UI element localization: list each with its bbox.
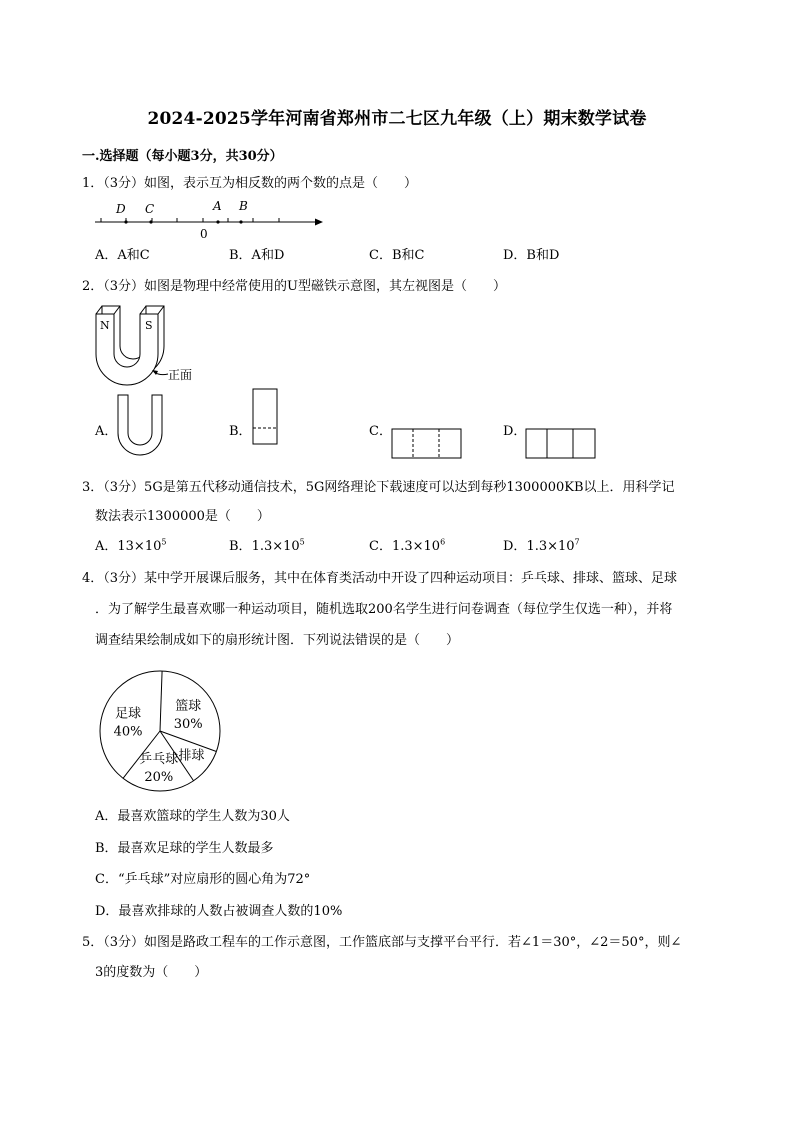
q3-option-c[interactable]: C．$1.3\times 10^6$ [369, 537, 446, 554]
q2-option-b[interactable]: B． [229, 424, 252, 439]
q3-option-d[interactable]: D．$1.3\times 10^7$ [503, 537, 580, 554]
q4-option-b[interactable]: B．最喜欢足球的学生人数最多 [95, 841, 274, 856]
q1-option-b[interactable]: B．A和D [229, 248, 285, 263]
u-magnet-figure [90, 302, 210, 388]
pie-slice-label: 篮球 [175, 699, 202, 714]
q3-option-b[interactable]: B．$1.3\times 10^5$ [229, 537, 305, 554]
q4-option-d[interactable]: D．最喜欢排球的人数占被调查人数的10% [95, 904, 343, 919]
q5-stem-line2: 3的度数为（ ） [95, 965, 208, 980]
point-c-label: C [145, 202, 155, 216]
pie-chart [90, 668, 230, 796]
point-c-dot [149, 220, 152, 223]
pie-slice-percent: 40% [113, 724, 143, 740]
q3-option-a[interactable]: A．$13\times 10^5$ [95, 537, 167, 554]
exam-title: 2024-2025学年河南省郑州市二七区九年级（上）期末数学试卷 [147, 109, 647, 129]
point-d-dot [124, 220, 127, 223]
front-label: 正面 [168, 368, 193, 382]
pie-slice-label: 排球 [178, 748, 205, 764]
number-line-figure [90, 196, 330, 242]
q1-option-d[interactable]: D．B和D [503, 248, 560, 263]
q4-stem-line3: 调查结果绘制成如下的扇形统计图．下列说法错误的是（ ） [95, 633, 460, 648]
q4-option-a[interactable]: A．最喜欢篮球的学生人数为30人 [95, 809, 290, 824]
q1-stem: 1．（3分）如图，表示互为相反数的两个数的点是（ ） [82, 176, 418, 191]
q4-stem-line1: 4．（3分）某中学开展课后服务，其中在体育类活动中开设了四种运动项目：乒乓球、排球、篮球、足球 [82, 571, 678, 586]
arrow-head-icon [315, 219, 323, 226]
q1-option-a[interactable]: A．A和C [95, 248, 150, 263]
point-b-label: B [239, 199, 248, 213]
pie-slice-label: 乒乓球 [139, 752, 179, 767]
pie-slice-label: 足球 [115, 706, 142, 722]
south-pole-label: S [145, 319, 153, 332]
point-d-label: D [116, 202, 126, 216]
north-pole-label: N [100, 319, 110, 332]
zero-label: 0 [200, 227, 208, 241]
section-heading: 一.选择题（每小题3分，共30分） [82, 149, 283, 164]
pie-slice-percent: 20% [144, 770, 174, 785]
option-c-wide-rect-dashed [391, 428, 463, 460]
q3-stem-line1: 3．（3分）5G是第五代移动通信技术，5G网络理论下载速度可以达到每秒1300000KB以上．用科学记 [82, 480, 675, 495]
q2-option-a[interactable]: A． [95, 424, 118, 439]
option-d-wide-rect-solid [525, 428, 597, 460]
q5-stem-line1: 5．（3分）如图是路政工程车的工作示意图，工作篮底部与支撑平台平行．若∠1＝30°，∠2＝50°，则∠ [82, 935, 682, 950]
point-b-dot [239, 220, 242, 223]
q4-option-c[interactable]: C．“乒乓球”对应扇形的圆心角为72° [95, 872, 311, 887]
q2-stem: 2．（3分）如图是物理中经常使用的U型磁铁示意图，其左视图是（ ） [82, 279, 506, 294]
q2-option-c[interactable]: C． [369, 424, 392, 439]
arrow-icon [152, 370, 158, 375]
q2-option-d[interactable]: D． [503, 424, 527, 439]
point-a-label: A [213, 199, 222, 213]
q1-option-c[interactable]: C．B和C [369, 248, 425, 263]
pie-slice-percent: 30% [173, 717, 203, 732]
option-a-u-shape [116, 393, 164, 459]
q4-stem-line2: ．为了解学生最喜欢哪一种运动项目，随机选取200名学生进行问卷调查（每位学生仅选一种），并将 [95, 602, 673, 617]
point-a-dot [216, 220, 219, 223]
option-b-tall-rect [252, 388, 278, 446]
q3-stem-line2: 数法表示1300000是（ ） [95, 509, 270, 524]
